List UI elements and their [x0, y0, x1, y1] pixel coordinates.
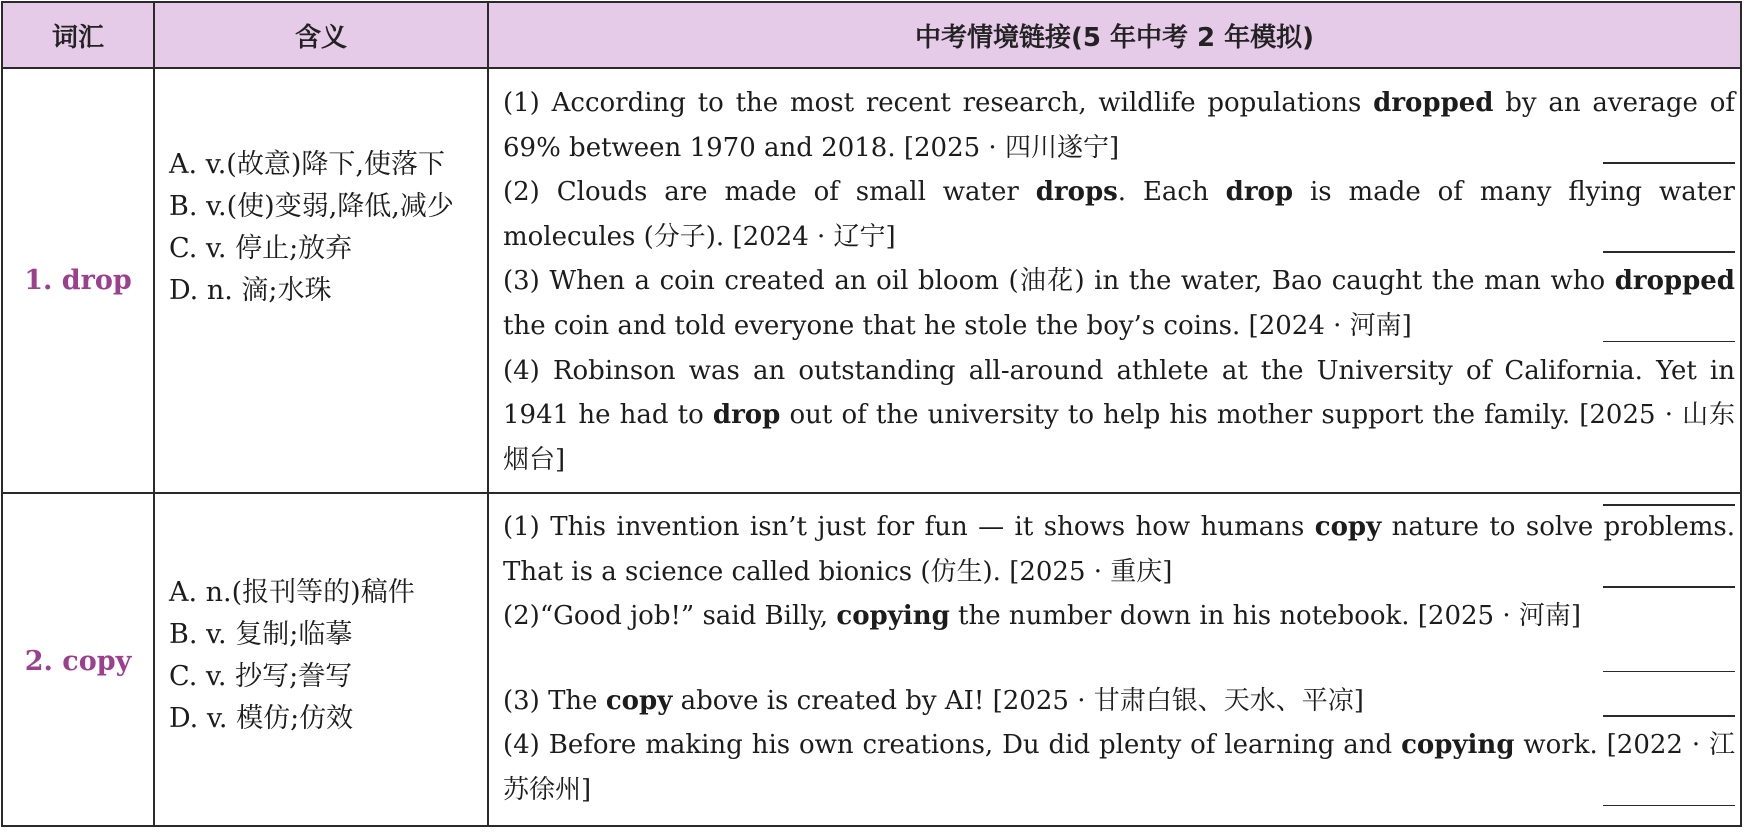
example-sentence: (3) The copy above is created by AI! [2025 · 甘肃白银、天水、平凉]	[503, 685, 1364, 716]
vocabulary-table	[1, 1, 1742, 827]
context-cell	[503, 505, 1735, 813]
meaning-item: C. v. 停止;放弃	[169, 233, 353, 264]
example-sentence: (3) When a coin created an oil bloom (油花) in the water, Bao caught the man who dropped the coin and told everyone that he stole the boy’s coins. [2024 · 河南]	[503, 266, 1735, 341]
keyword: drop	[712, 400, 781, 431]
keyword: drop	[1225, 177, 1294, 208]
keyword: copying	[836, 601, 950, 632]
meaning-item: C. v. 抄写;誊写	[169, 661, 353, 692]
meaning-item: B. v.(使)变弱,降低,减少	[169, 191, 454, 222]
meaning-item: A. v.(故意)降下,使落下	[169, 149, 445, 180]
meaning-cell	[169, 572, 479, 740]
keyword: drops	[1035, 177, 1118, 208]
keyword: copying	[1401, 730, 1515, 761]
header-word: 词汇	[51, 22, 104, 53]
context-cell	[503, 81, 1735, 512]
header-meaning: 含义	[294, 22, 347, 53]
column-divider	[487, 3, 489, 825]
meaning-item: D. v. 模仿;仿效	[169, 703, 354, 734]
keyword: dropped	[1373, 88, 1494, 118]
example-sentence: (1) According to the most recent research, wildlife populations dropped by an average of 69% between 1970 and 2018. [2025 · 四川遂宁]	[503, 88, 1736, 163]
word-cell: 1. drop	[24, 265, 132, 296]
table-header	[3, 3, 1740, 69]
meaning-item: D. n. 滴;水珠	[169, 275, 332, 306]
example-sentence: (4) Robinson was an outstanding all-around athlete at the University of California. Yet in 1941 he had to drop out of the university to help his mother support the family. [2025 · 山东烟台]	[503, 355, 1735, 475]
header-context: 中考情境链接(5 年中考 2 年模拟)	[914, 22, 1315, 53]
example-sentence: (1) This invention isn’t just for fun — it shows how humans copy nature to solve problems. That is a science called bionics (仿生). [2025 · 重庆]	[503, 512, 1735, 587]
keyword: dropped	[1614, 266, 1735, 297]
meaning-cell	[169, 144, 479, 312]
keyword: copy	[605, 685, 673, 716]
column-divider	[153, 3, 155, 825]
meaning-item: B. v. 复制;临摹	[169, 619, 353, 650]
example-sentence: (2) Clouds are made of small water drops. Each drop is made of many flying water molecules (分子). [2024 · 辽宁]	[503, 177, 1735, 252]
example-sentence: (4) Before making his own creations, Du did plenty of learning and copying work. [2022 · 江苏徐州]	[503, 730, 1735, 805]
example-sentence: (2)“Good job!” said Billy, copying the number down in his notebook. [2025 · 河南]	[503, 601, 1582, 632]
keyword: copy	[1314, 512, 1382, 542]
meaning-item: A. n.(报刊等的)稿件	[169, 577, 415, 608]
word-cell: 2. copy	[24, 646, 132, 677]
